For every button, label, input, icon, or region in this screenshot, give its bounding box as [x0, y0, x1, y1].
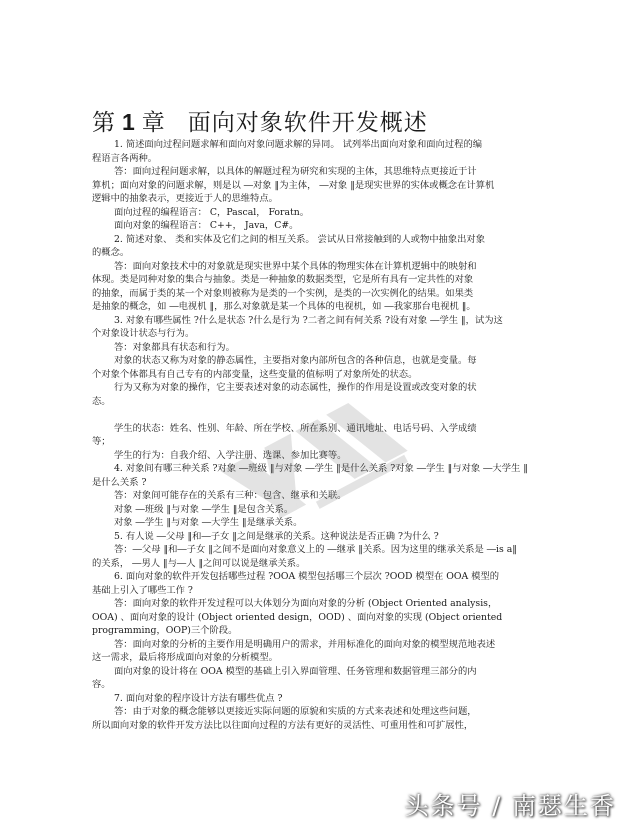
document-body	[92, 138, 558, 732]
text-line: 是什么关系 ?	[92, 476, 147, 488]
text-line: 答：面向对象技术中的对象就是现实世界中某个具体的物理实体在计算机逻辑中的映射和	[114, 260, 477, 272]
text-line: 等；	[92, 436, 111, 447]
text-line: 是抽象的概念，如 ―电视机 ‖，那么对象就是某一个具体的电视机，如 ―我家那台电视机 ‖。	[92, 301, 476, 312]
text-line: 4. 对象间有哪三种关系 ?对象 ―班级 ‖与对象 ―学生 ‖是什么关系 ?对象 ―学生 ‖与对象 ―大学生 ‖	[114, 463, 528, 474]
chapter-suffix: 章	[141, 110, 166, 136]
text-line: 行为又称为对象的操作，它主要表述对象的动态属性，操作的作用是设置或改变对象的状	[114, 382, 477, 393]
footer-credit: 头条号 / 南瑟生香	[404, 792, 616, 820]
text-line: 对象的状态又称为对象的静态属性，主要指对象内部所包含的各种信息，也就是变量。每	[114, 355, 477, 366]
text-line: 个对象个体都具有自己专有的内部变量，这些变量的值标明了对象所处的状态。	[92, 368, 418, 380]
text-line: 答：面向过程问题求解，以具体的解题过程为研究和实现的主体，其思维特点更接近于计	[114, 166, 477, 177]
text-line: 对象 ―班级 ‖与对象 ―学生 ‖是包含关系。	[114, 503, 294, 515]
text-line: 答：对象间可能存在的关系有三种：包含、继承和关联。	[114, 490, 347, 501]
text-line: 态。	[92, 395, 111, 407]
text-line: OOA) 、面向对象的设计 (Object oriented design，OOD) 、面向对象的实现 (Object oriented	[92, 611, 503, 623]
text-line: 个对象设计状态与行为。	[92, 328, 195, 339]
text-line	[92, 408, 558, 422]
text-line: 1. 简述面向过程问题求解和面向对象问题求解的异同。 试列举出面向对象和面向过程的编	[114, 139, 483, 150]
text-line: 这一需求，最后将形成面向对象的分析模型。	[92, 652, 278, 663]
text-line: 面向过程的编程语言： C，Pascal， Foratn。	[114, 206, 310, 218]
text-line: 学生的状态：姓名、性别、年龄、所在学校、所在系别、通讯地址、电话号码、入学成绩	[114, 422, 477, 434]
text-line: 算机；面向对象的问题求解，则是以 ―对象 ‖为主体， ―对象 ‖是现实世界的实体或概念在计算机	[92, 179, 495, 191]
text-line: 5. 有人说 ―父母 ‖和―子女 ‖之间是继承的关系。这种说法是否正确 ?为什么 ?	[114, 530, 439, 542]
text-line: programming，OOP)三个阶段。	[92, 625, 238, 636]
chapter-number: 1	[122, 109, 136, 135]
text-line: 答：―父母 ‖和―子女 ‖之间不是面向对象意义上的 ―继承 ‖关系。因为这里的继承关系是 ―is a‖	[114, 544, 517, 555]
text-line: 3. 对象有哪些属性 ?什么是状态 ?什么是行为 ?二者之间有何关系 ?设有对象 ―学生 ‖，试为这	[114, 314, 503, 326]
text-line: 学生的行为：自我介绍、入学注册、选课、参加比赛等。	[114, 449, 347, 461]
text-line: 答：面向对象的软件开发过程可以大体划分为面向对象的分析 (Object Oriented analysis，	[114, 598, 498, 609]
text-line: 的概念。	[92, 247, 130, 258]
text-line: 面向对象的设计将在 OOA 模型的基础上引入界面管理、任务管理和数据管理三部分的内	[114, 665, 477, 677]
text-line: 基础上引入了哪些工作 ?	[92, 584, 193, 596]
text-line: 对象 ―学生 ‖与对象 ―大学生 ‖是继承关系。	[114, 517, 303, 528]
text-line: 答：由于对象的概念能够以更接近实际问题的原貌和实质的方式来表述和处理这些问题，	[114, 706, 477, 717]
text-line: 程语言各两种。	[92, 152, 158, 164]
chapter-prefix: 第	[92, 110, 116, 136]
chapter-heading: 面向对象软件开发概述	[187, 110, 428, 136]
chapter-title	[92, 104, 552, 137]
text-line: 6. 面向对象的软件开发包括哪些过程 ?OOA 模型包括哪三个层次 ?OOD 模型在 OOA 模型的	[114, 571, 500, 582]
text-line: 答：面向对象的分析的主要作用是明确用户的需求，并用标准化的面向对象的模型规范地表述	[114, 638, 496, 650]
text-line: 的关系， ―男人 ‖与―人 ‖之间可以说是继承关系。	[92, 557, 306, 569]
text-line: 逻辑中的抽象表示，更接近于人的思维特点。	[92, 193, 278, 204]
text-line: 面向对象的编程语言： C++， Java，C#。	[114, 220, 299, 231]
text-line: 答：对象都具有状态和行为。	[114, 341, 235, 353]
text-line: 7. 面向对象的程序设计方法有哪些优点 ?	[114, 692, 283, 704]
text-line: 2. 简述对象、 类和实体及它们之间的相互关系。 尝试从日常接触到的人或物中抽象出对象	[114, 233, 486, 245]
text-line: 所以面向对象的软件开发方法比以往面向过程的方法有更好的灵活性、可重用性和可扩展性，	[92, 719, 474, 731]
text-line: 体现。类是同种对象的集合与抽象。类是一种抽象的数据类型，它是所有具有一定共性的对象	[92, 274, 474, 285]
text-line: 的抽象，而属于类的某一个对象则被称为是类的一个实例，是类的一次实例化的结果。如果类	[92, 287, 474, 299]
text-line: 容。	[92, 679, 111, 690]
